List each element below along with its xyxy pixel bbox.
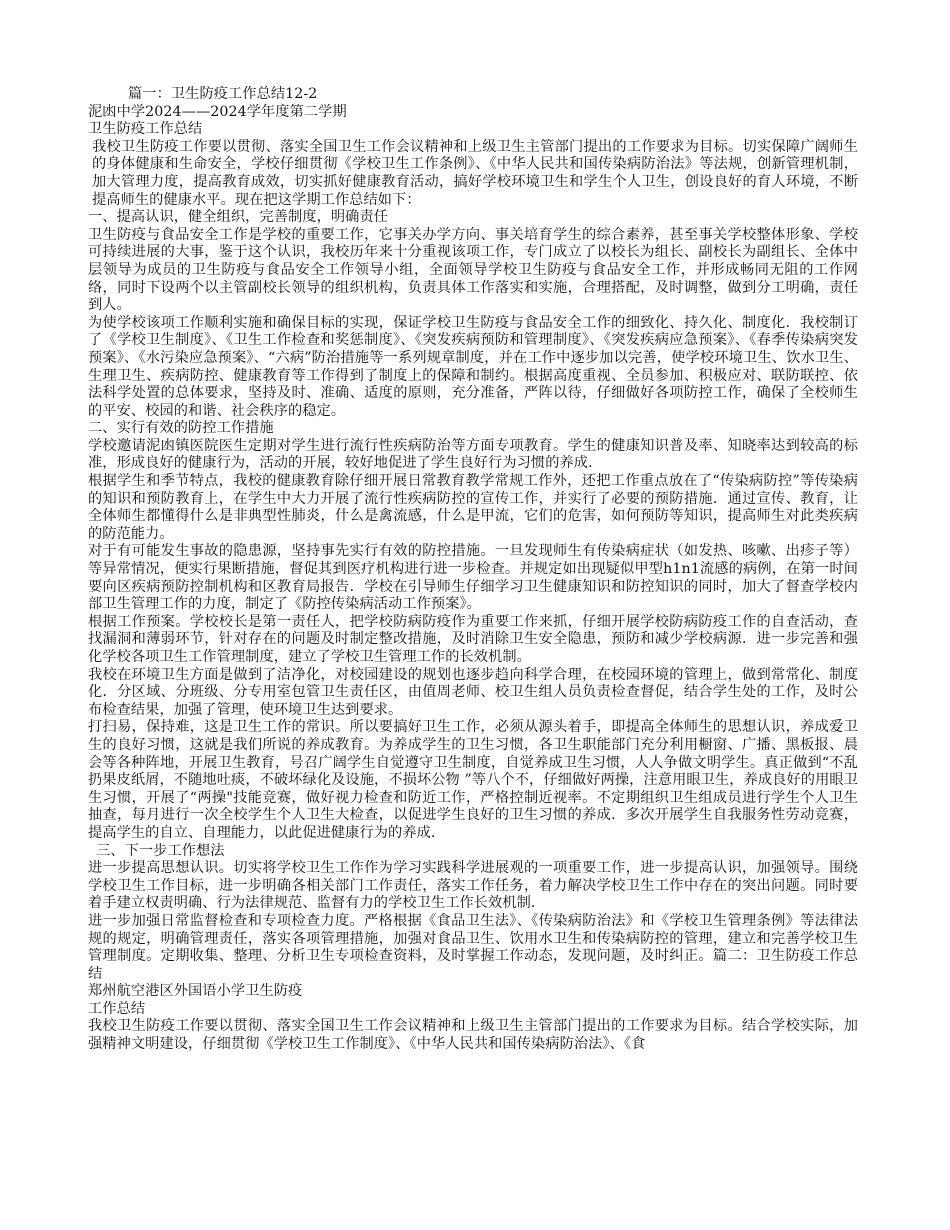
part-2-school-line: 郑州航空港区外国语小学卫生防疫: [88, 983, 303, 1000]
doc-subtitle: 卫生防疫工作总结: [88, 121, 203, 138]
section-2-paragraph-5: 我校在环境卫生方面是做到了洁净化，对校园建设的规划也逐步趋向科学合理，在校园环境的管理上，做到常常化、制度化．分区域、分班级、分专用室包管卫生责任区，由值周老师、校卫生组人员负责检查督促，结合学生处的工作，及时公布检查结果，加强了管理，使环境卫生达到要求。: [88, 666, 858, 718]
school-term-line: 泥凼中学2024——2024学年度第二学期: [88, 103, 347, 120]
section-1-paragraph-2: 为使学校该项工作顺利实施和确保目标的实现，保证学校卫生防疫与食品安全工作的细致化、持久化、制度化．我校制订了《学校卫生制度》、《卫生工作检查和奖惩制度》、《突发疾病预防和管理制度》、《突发疾病应急预案》、《春季传染病突发预案》、《水污染应急预案》、“六病”防治措施等一系列规章制度，并在工作中逐步加以完善，使学校环境卫生、饮水卫生、生理卫生、疾病防控、健康教育等工作得到了制度上的保障和制约。根据高度重视、全员参加、积极应对、联防联控、依法科学处置的总体要求，坚持及时、准确、适度的原则，充分准备，严阵以待，仔细做好各项防控工作，确保了全校师生的平安、校园的和谐、社会秩序的稳定。: [88, 314, 858, 419]
section-3-heading: 三、下一步工作想法: [96, 842, 225, 859]
part-2-subtitle: 工作总结: [88, 1000, 146, 1017]
section-1-heading: 一、提高认识，健全组织，完善制度，明确责任: [88, 209, 389, 226]
section-2-paragraph-4: 根据工作预案。学校校长是第一责任人，把学校防病防疫作为重要工作来抓，仔细开展学校防病防疫工作的自查活动，查找漏洞和薄弱环节，针对存在的问题及时制定整改措施，及时消除卫生安全隐患，预防和减少学校病源．进一步完善和强化学校各项卫生工作管理制度，建立了学校卫生管理工作的长效机制。: [88, 613, 858, 665]
doc-title: 篇一：卫生防疫工作总结12-2: [128, 86, 318, 102]
section-3-paragraph-1: 进一步提高思想认识。切实将学校卫生工作作为学习实践科学进展观的一项重要工作，进一步提高认识，加强领导。围绕学校卫生工作目标，进一步明确各相关部门工作责任，落实工作任务，着力解决学校卫生工作中存在的突出问题。同时要着手建立权责明确、行为法律规范、监督有力的学校卫生工作长效机制．: [88, 860, 858, 912]
intro-paragraph: 我校卫生防疫工作要以贯彻、落实全国卫生工作会议精神和上级卫生主管部门提出的工作要求为目标。切实保障广阔师生的身体健康和生命安全，学校仔细贯彻《学校卫生工作条例》、《中华人民共和国传染病防治法》等法规，创新管理机制，加大管理力度，提高教育成效，切实抓好健康教育活动，搞好学校环境卫生和学生个人卫生，创设良好的育人环境，不断提高师生的健康水平。现在把这学期工作总结如下：: [92, 138, 858, 208]
section-2-paragraph-1: 学校邀请泥凼镇医院医生定期对学生进行流行性疾病防治等方面专项教育。学生的健康知识普及率、知晓率达到较高的标准，形成良好的健康行为，活动的开展，较好地促进了学生良好行为习惯的养成．: [88, 437, 858, 472]
part-2-intro-paragraph: 我校卫生防疫工作要以贯彻、落实全国卫生工作会议精神和上级卫生主管部门提出的工作要求为目标。结合学校实际，加强精神文明建设，仔细贯彻《学校卫生工作制度》、《中华人民共和国传染病防治法》、《食: [88, 1018, 858, 1053]
section-2-heading: 二、实行有效的防控工作措施: [88, 420, 274, 437]
section-1-paragraph-1: 卫生防疫与食品安全工作是学校的重要工作，它事关办学方向、事关培育学生的综合素养，甚至事关学校整体形象、学校可持续进展的大事，鉴于这个认识，我校历年来十分重视该项工作，专门成立了以校长为组长、副校长为副组长、全体中层领导为成员的卫生防疫与食品安全工作领导小组，全面领导学校卫生防疫与食品安全工作，并形成畅同无阻的工作网络，同时下设两个以主管副校长领导的组织机构，负责具体工作落实和实施，合理搭配，及时调整，做到分工明确，责任到人。: [88, 226, 858, 314]
section-3-paragraph-2: 进一步加强日常监督检查和专项检查力度。严格根据《食品卫生法》、《传染病防治法》和《学校卫生管理条例》等法律法规的规定，明确管理责任，落实各项管理措施，加强对食品卫生、饮用水卫生和传染病防控的管理，建立和完善学校卫生管理制度。定期收集、整理、分析卫生专项检查资料，及时掌握工作动态，发现问题，及时纠正。篇二：卫生防疫工作总结: [88, 912, 858, 982]
section-2-paragraph-2: 根据学生和季节特点，我校的健康教育除仔细开展日常教育教学常规工作外，还把工作重点放在了“传染病防控”等传染病的知识和预防教育上，在学生中大力开展了流行性疾病防控的宣传工作，并实行了必要的预防措施．通过宣传、教育，让全体师生都懂得什么是非典型性肺炎，什么是禽流感，什么是甲流，它们的危害，如何预防等知识，提高师生对此类疾病的防范能力。: [88, 473, 858, 542]
section-2-paragraph-6: 打扫易，保持难，这是卫生工作的常识。所以要搞好卫生工作，必须从源头着手，即提高全体师生的思想认识，养成爱卫生的良好习惯，这就是我们所说的养成教育。为养成学生的卫生习惯，各卫生职能部门充分利用橱窗、广播、黑板报、晨会等各种阵地，开展卫生教育，号召广阔学生自觉遵守卫生制度，自觉养成卫生习惯，人人争做文明学生。真正做到“不乱扔果皮纸屑，不随地吐痰，不破坏绿化及设施，不损坏公物 ”等八个不，仔细做好两操，注意用眼卫生，养成良好的用眼卫生习惯，开展了“两操"技能竞赛，做好视力检查和防近工作，严格控制近视率。不定期组织卫生组成员进行学生个人卫生抽查，每月进行一次全校学生个人卫生大检查，以促进学生良好的卫生习惯的养成．多次开展学生自我服务性劳动竞赛，提高学生的自立、自理能力，以此促进健康行为的养成．: [88, 719, 858, 841]
section-2-paragraph-3: 对于有可能发生事故的隐患源，坚持事先实行有效的防控措施。一旦发现师生有传染病症状（如发热、咳嗽、出疹子等）等异常情况，便实行果断措施，督促其到医疗机构进行进一步检查。并规定如出现疑似甲型h1n1流感的病例，在第一时间要向区疾病预防控制机构和区教育局报告．学校在引导师生仔细学习卫生健康知识和防控知识的同时，加大了督查学校内部卫生管理工作的力度，制定了《防控传染病活动工作预案》。: [88, 543, 858, 613]
